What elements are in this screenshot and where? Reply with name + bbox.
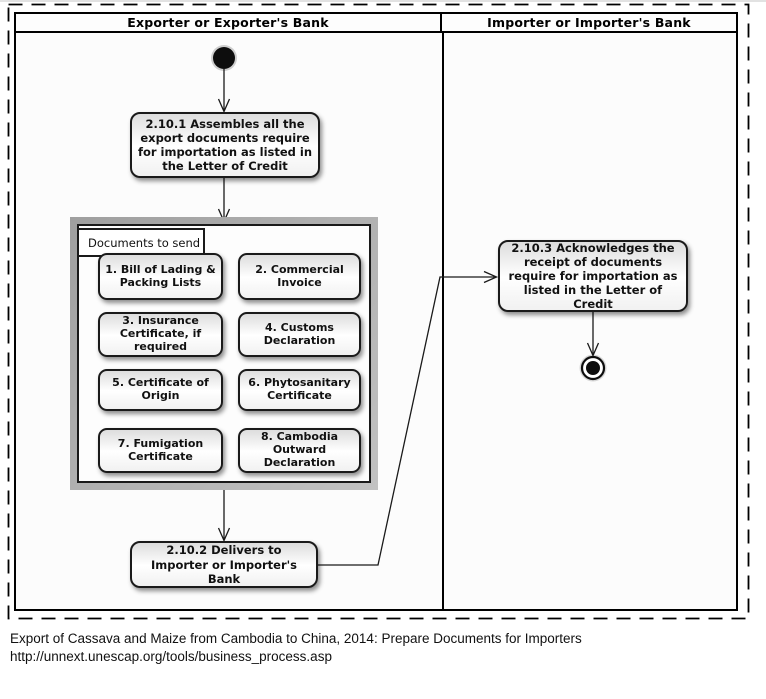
documents-group-tab: Documents to send	[77, 228, 205, 257]
document-box-6: 6. Phytosanitary Certificate	[238, 369, 361, 411]
document-box-3: 3. Insurance Certificate, if required	[98, 312, 223, 357]
lane-header-importer: Importer or Importer's Bank	[487, 15, 691, 30]
activity-step3: 2.10.3 Acknowledges the receipt of documents require for importation as listed in the Letter of Credit	[498, 240, 688, 312]
top-edge-strip	[0, 0, 766, 2]
lane-header-exporter: Exporter or Exporter's Bank	[16, 14, 442, 31]
activity-step1: 2.10.1 Assembles all the export documents require for importation as listed in the Letter of Credit	[130, 112, 320, 178]
document-box-4: 4. Customs Declaration	[238, 312, 361, 357]
caption	[10, 630, 582, 666]
document-box-5: 5. Certificate of Origin	[98, 369, 223, 411]
caption-url: http://unnext.unescap.org/tools/business_process.asp	[10, 648, 332, 664]
caption-title: Export of Cassava and Maize from Cambodia to China, 2014: Prepare Documents for Importers	[10, 631, 582, 646]
document-box-7: 7. Fumigation Certificate	[98, 428, 223, 473]
document-box-2: 2. Commercial Invoice	[238, 253, 361, 300]
document-box-8: 8. Cambodia Outward Declaration	[238, 428, 361, 473]
document-box-1: 1. Bill of Lading & Packing Lists	[98, 253, 223, 300]
activity-step2: 2.10.2 Delivers to Importer or Importer's Bank	[130, 541, 318, 588]
lane-divider	[442, 33, 444, 609]
lane-header-row	[16, 14, 736, 33]
